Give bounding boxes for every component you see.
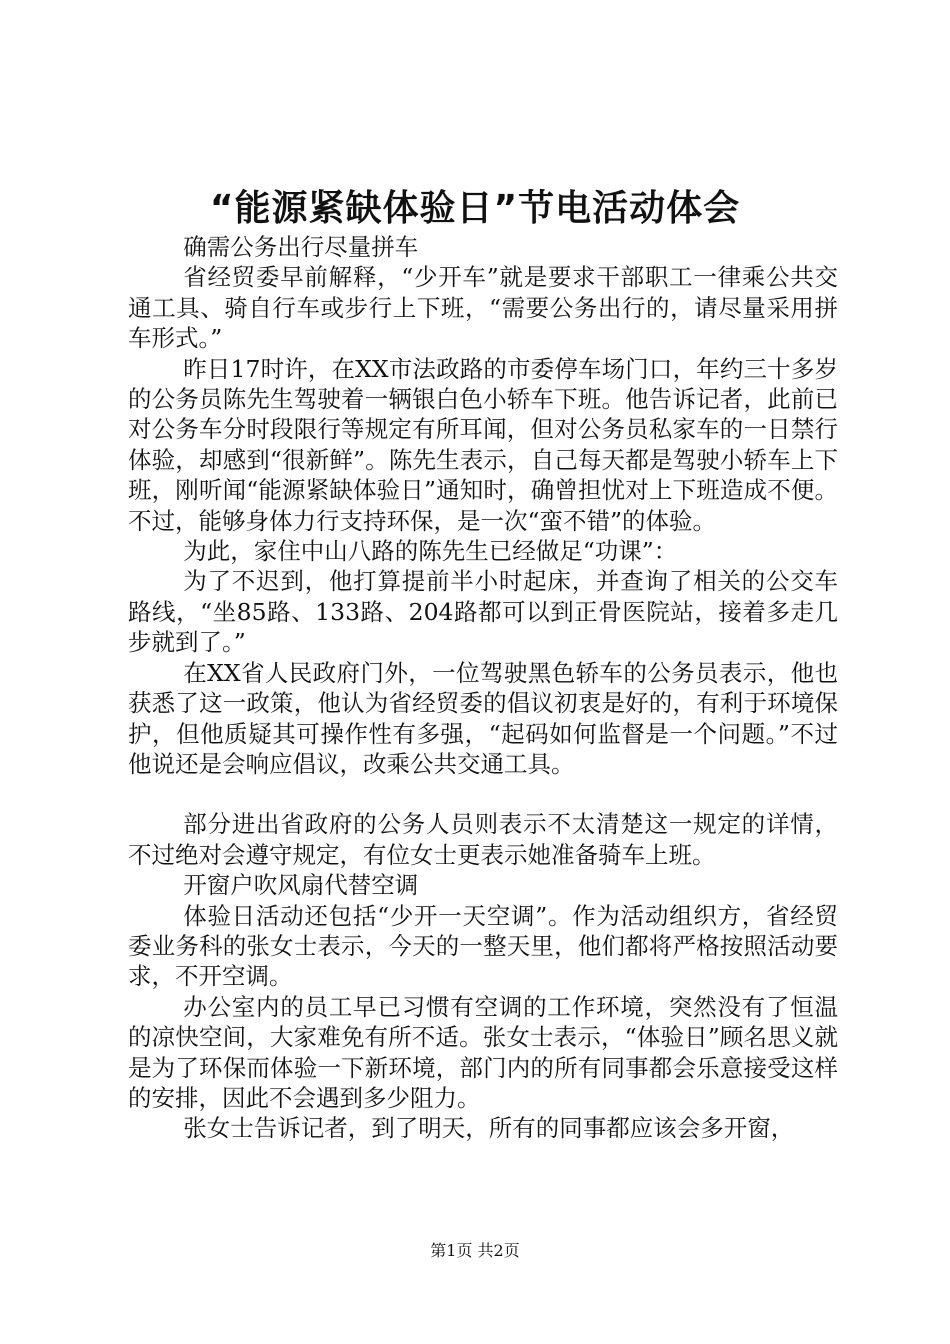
paragraph: 为此，家住中山八路的陈先生已经做足“功课”： (183, 537, 678, 566)
paragraph: 在XX省人民政府门外，一位驾驶黑色轿车的公务员表示，他也获悉了这一政策，他认为省经贸委的倡议初衷是好的，有利于环境保护，但他质疑其可操作性有多强，“起码如何监督是一个问题。”不过他说还是会响应倡议，改乘公共交通工具。 (128, 658, 838, 778)
document-title: “能源紧缺体验日”节电活动体会 (209, 188, 741, 229)
paragraph: 部分进出省政府的公务人员则表示不太清楚这一规定的详情，不过绝对会遵守规定，有位女士更表示她准备骑车上班。 (128, 810, 838, 869)
paragraph: 办公室内的员工早已习惯有空调的工作环境，突然没有了恒温的凉快空间，大家难免有所不适。张女士表示，“体验日”顾名思义就是为了环保而体验一下新环境，部门内的所有同事都会乐意接受这样的安排，因此不会遇到多少阻力。 (128, 992, 838, 1112)
paragraph: 张女士告诉记者，到了明天，所有的同事都应该会多开窗， (183, 1114, 795, 1143)
subheading-carpool: 确需公务出行尽量拼车 (183, 233, 419, 261)
paragraph: 体验日活动还包括“少开一天空调”。作为活动组织方，省经贸委业务科的张女士表示，今天的一整天里，他们都将严格按照活动要求，不开空调。 (128, 901, 838, 991)
subheading-fan: 开窗户吹风扇代替空调 (183, 871, 419, 900)
paragraph: 昨日17时许，在XX市法政路的市委停车场门口，年约三十多岁的公务员陈先生驾驶着一辆银白色小轿车下班。他告诉记者，此前已对公务车分时段限行等规定有所耳闻，但对公务员私家车的一日禁行体验，却感到“很新鲜”。陈先生表示，自己每天都是驾驶小轿车上下班，刚听闻“能源紧缺体验日”通知时，确曾担忧对上下班造成不便。不过，能够身体力行支持环保，是一次“蛮不错”的体验。 (128, 354, 838, 535)
document-body (128, 232, 838, 1144)
paragraph: 省经贸委早前解释，“少开车”就是要求干部职工一律乘公共交通工具、骑自行车或步行上下班，“需要公务出行的，请尽量采用拼车形式。” (128, 263, 838, 353)
paragraph: 为了不迟到，他打算提前半小时起床，并查询了相关的公交车路线，“坐85路、133路、204路都可以到正骨医院站，接着多走几步就到了。” (128, 567, 838, 657)
page-number: 第1页 共2页 (430, 1241, 520, 1260)
